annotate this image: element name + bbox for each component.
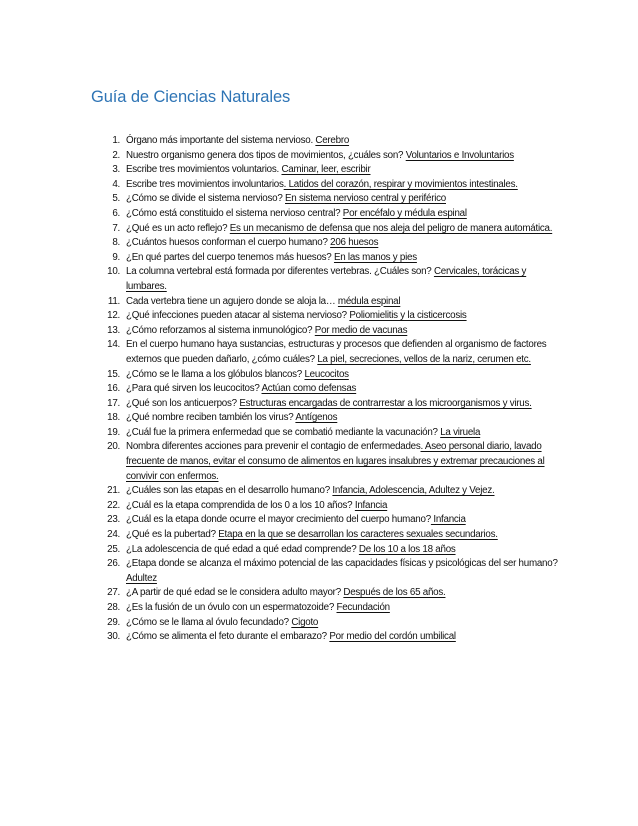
item-number: 25. [107,543,120,555]
list-item [96,499,558,514]
list-item [96,616,558,631]
item-answer: Estructuras encargadas de contrarrestar a los microorganismos y virus. [239,397,532,409]
item-question: Cada vertebra tiene un agujero donde se aloja la… [126,295,338,307]
item-number: 3. [112,164,120,176]
item-answer: Leucocitos [304,368,349,380]
item-question: ¿Cuál es la etapa donde ocurre el mayor crecimiento del cuerpo humano? [126,514,431,526]
list-item [96,513,558,528]
item-number: 28. [107,602,120,613]
list-item [96,265,558,294]
page-title: Guía de Ciencias Naturales [91,88,291,106]
item-answer: Es un mecanismo de defensa que nos aleja del peligro de manera automática. [229,222,553,234]
item-answer: Infancia, Adolescencia, Adultez y Vejez. [332,485,495,497]
item-number: 29. [107,616,120,628]
item-number: 22. [107,499,120,511]
list-item [96,484,558,499]
item-answer: Infancia [430,514,466,526]
item-question: Nombra diferentes acciones para prevenir el contagio de enfermedades [126,441,421,453]
item-number: 21. [107,485,120,497]
item-number: 17. [107,397,120,409]
item-question: ¿Qué son los anticuerpos? [126,397,240,409]
list-item [96,411,558,426]
list-item [96,338,558,367]
list-item [96,528,558,543]
item-question: Nuestro organismo genera dos tipos de movimientos, ¿cuáles son? [126,149,406,161]
item-number: 4. [112,178,120,190]
item-question: ¿Cómo reforzamos al sistema inmunológico? [126,324,315,336]
list-item [96,601,558,616]
list-item [96,586,558,601]
item-number: 26. [107,558,120,570]
list-item [96,178,558,193]
item-question: En el cuerpo humano haya sustancias, estructuras y procesos que defienden al organismo de factores externos que pueden dañarlo, ¿cómo cuáles? [126,339,547,365]
item-question: ¿Qué infecciones pueden atacar al sistema nervioso? [126,310,350,322]
list-item [96,163,558,178]
item-question: ¿Qué es un acto reflejo? [126,222,230,234]
item-question: ¿La adolescencia de qué edad a qué edad comprende? [126,543,359,555]
list-item [96,251,558,266]
list-item [96,630,558,645]
list-item [96,426,558,441]
item-question: ¿Etapa donde se alcanza el máximo potencial de las capacidades físicas y psicológicas del ser humano? [126,558,558,570]
question-list [96,134,558,645]
item-question: ¿Cómo se le llama al óvulo fecundado? [126,616,292,628]
item-number: 6. [112,207,120,219]
item-answer: Después de los 65 años. [343,587,446,599]
item-number: 18. [107,412,120,424]
item-question: ¿Cuántos huesos conforman el cuerpo humano? [126,237,331,249]
list-item [96,207,558,222]
item-number: 2. [112,149,120,161]
list-item [96,222,558,237]
item-question: ¿Cuáles son las etapas en el desarrollo humano? [126,485,333,497]
item-number: 16. [107,383,120,395]
item-number: 20. [107,441,120,453]
item-number: 1. [112,135,120,146]
list-item [96,192,558,207]
item-answer: Por encéfalo y médula espinal [342,207,467,219]
item-answer: Por medio de vacunas [314,324,408,336]
item-answer: Poliomielitis y la cisticercosis [349,310,467,322]
item-answer: Actúan como defensas [261,383,357,395]
item-number: 12. [107,310,120,322]
item-question: ¿Qué es la pubertad? [126,529,219,541]
item-answer: 206 huesos [330,237,379,249]
item-question: ¿Qué nombre reciben también los virus? [126,412,296,424]
item-number: 5. [112,193,120,205]
item-question: ¿Cómo se divide el sistema nervioso? [126,193,286,205]
item-question: ¿Cómo se alimenta el feto durante el embarazo? [126,631,330,643]
item-number: 13. [107,324,120,336]
item-answer: Adultez [126,572,157,584]
list-item [96,236,558,251]
list-item [96,382,558,397]
item-answer: Voluntarios e Involuntarios [405,149,514,161]
item-question: ¿Para qué sirven los leucocitos? [126,383,262,395]
item-number: 9. [112,251,120,263]
item-number: 7. [112,222,120,234]
item-number: 23. [107,514,120,526]
item-question: ¿En qué partes del cuerpo tenemos más huesos? [126,251,334,263]
item-number: 15. [107,368,120,380]
list-item [96,543,558,558]
item-answer: Etapa en la que se desarrollan los caracteres sexuales secundarios. [218,529,498,541]
item-answer: Infancia [354,499,388,511]
list-item [96,309,558,324]
item-question: Escribe tres movimientos involuntarios [126,178,284,190]
item-question: ¿Cuál es la etapa comprendida de los 0 a los 10 años? [126,499,355,511]
item-answer: médula espinal [337,295,401,307]
item-answer: . Aseo personal diario, lavado frecuente de manos, evitar el consumo de alimentos en lugares insalubres y extremar precauciones al convivir con enfermos. [126,441,545,482]
list-item [96,397,558,412]
list-item [96,557,558,586]
item-answer: Caminar, leer, escribir [281,164,371,176]
list-item [96,368,558,383]
item-answer: Cerebro [315,135,350,146]
item-question: Órgano más importante del sistema nervioso. [126,135,316,146]
item-question: La columna vertebral está formada por diferentes vertebras. ¿Cuáles son? [126,266,434,278]
item-number: 30. [107,631,120,643]
item-number: 14. [107,339,120,351]
item-answer: En sistema nervioso central y periférico [285,193,446,205]
item-number: 27. [107,587,120,599]
item-answer: Cervicales, torácicas y lumbares. [126,266,527,292]
item-answer: Cigoto [291,616,319,628]
item-question: ¿A partir de qué edad se le considera adulto mayor? [126,587,344,599]
list-item [96,295,558,310]
item-question: ¿Cuál fue la primera enfermedad que se combatió mediante la vacunación? [126,426,441,438]
list-item [96,440,558,484]
item-question: ¿Es la fusión de un óvulo con un espermatozoide? [126,602,337,613]
item-number: 24. [107,529,120,541]
item-question: ¿Cómo está constituido el sistema nervioso central? [126,207,343,219]
item-number: 19. [107,426,120,438]
item-answer: Por medio del cordón umbilical [329,631,456,643]
item-number: 10. [107,266,120,278]
item-question: ¿Cómo se le llama a los glóbulos blancos? [126,368,305,380]
item-answer: . Latidos del corazón, respirar y movimientos intestinales. [283,178,518,190]
item-answer: Fecundación [336,602,390,613]
list-item [96,149,558,164]
item-answer: En las manos y pies [333,251,417,263]
item-number: 8. [112,237,120,249]
item-answer: Antígenos [295,412,338,424]
item-question: Escribe tres movimientos voluntarios. [126,164,282,176]
item-answer: La viruela [440,426,481,438]
item-answer: De los 10 a los 18 años [358,543,456,555]
list-item [96,134,558,149]
list-item [96,324,558,339]
item-answer: La piel, secreciones, vellos de la nariz, cerumen etc. [317,353,531,365]
item-number: 11. [107,295,120,307]
